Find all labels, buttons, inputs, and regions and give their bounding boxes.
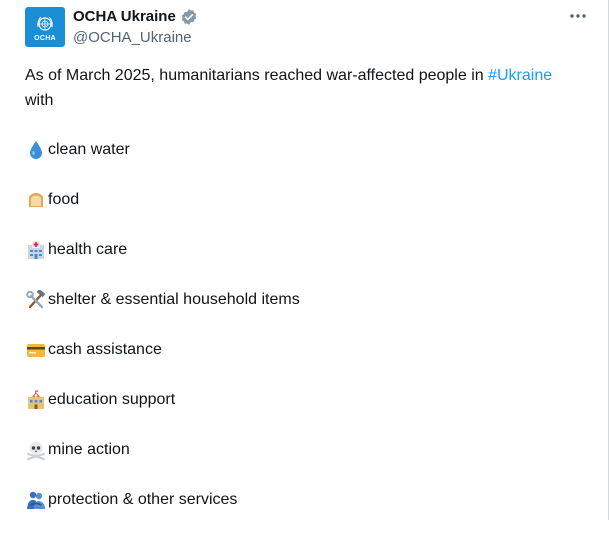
school-icon [25, 389, 47, 411]
list-item-label: clean water [48, 141, 130, 158]
account-names [73, 7, 198, 48]
list-item [25, 187, 300, 212]
verified-badge-icon[interactable] [180, 8, 198, 26]
account-handle[interactable]: @OCHA_Ukraine [73, 29, 192, 46]
list-item [25, 287, 300, 312]
list-item-label: health care [48, 241, 128, 258]
list-item-label: shelter & essential household items [48, 291, 300, 308]
hammer-wrench-icon [25, 289, 47, 311]
avatar[interactable] [25, 7, 65, 47]
bread-icon [25, 189, 47, 211]
list-item [25, 487, 300, 512]
more-dots-icon [569, 13, 587, 19]
list-item-label: protection & other services [48, 491, 238, 508]
more-options-button[interactable] [566, 8, 590, 24]
list-item [25, 137, 300, 162]
list-item [25, 337, 300, 362]
list-item [25, 387, 300, 412]
display-name[interactable]: OCHA Ukraine [73, 8, 176, 25]
name-row [73, 7, 198, 27]
intro-text: As of March 2025, humanitarians reached war-affected people in [25, 67, 489, 84]
droplet-icon [25, 139, 47, 161]
list-item-label: mine action [48, 441, 130, 458]
services-list [25, 137, 300, 537]
list-item [25, 437, 300, 462]
un-emblem-icon [35, 14, 55, 34]
list-item-label: food [48, 191, 80, 208]
intro-end: with [25, 92, 54, 109]
people-hugging-icon [25, 489, 47, 511]
avatar-label: OCHA [34, 35, 56, 42]
hospital-icon [25, 239, 47, 261]
post-header [25, 7, 198, 48]
credit-card-icon [25, 339, 47, 361]
list-item [25, 237, 300, 262]
list-item-label: education support [48, 391, 176, 408]
list-item-label: cash assistance [48, 341, 162, 358]
hashtag-link[interactable]: #Ukraine [488, 67, 553, 84]
post-intro [25, 63, 595, 113]
skull-crossbones-icon [25, 439, 47, 461]
